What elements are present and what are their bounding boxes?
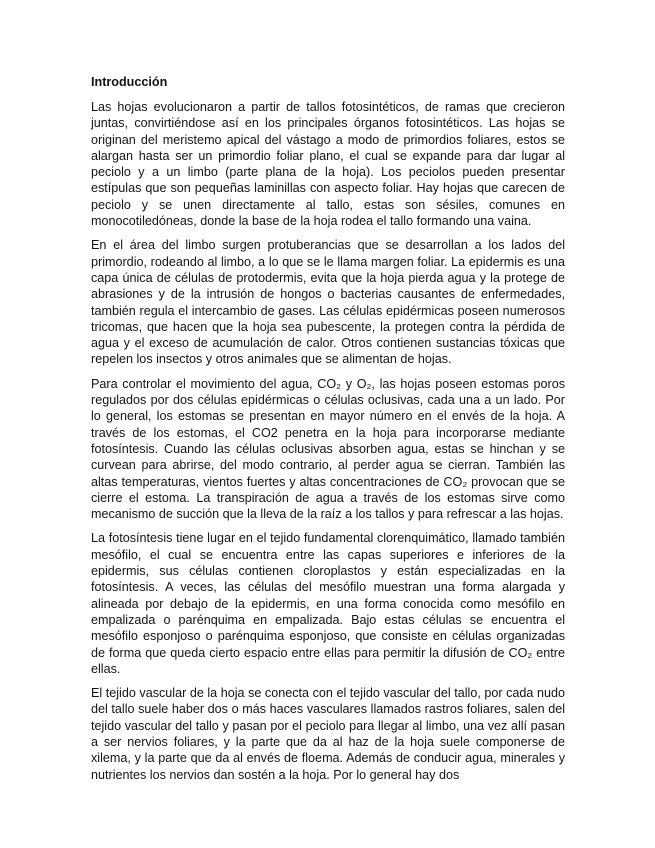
paragraph-1: Las hojas evolucionaron a partir de tallos fotosintéticos, de ramas que crecieron juntas, convirtiéndose así en los principales órganos fotosintéticos. Las hojas se originan del meristemo apical del vástago a modo de primordios foliares, estos se alargan hasta ser un primordio foliar plano, el cual se expande para dar lugar al peciolo y a un limbo (parte plana de la hoja). Los peciolos pueden presentar estípulas que son pequeñas laminillas con aspecto foliar. Hay hojas que carecen de peciolo y se unen directamente al tallo, estas son sésiles, comunes en monocotiledóneas, donde la base de la hoja rodea el tallo formando una vaina. — [91, 100, 565, 229]
paragraph-3: Para controlar el movimiento del agua, CO₂ y O₂, las hojas poseen estomas poros regulados por dos células epidérmicas o células oclusivas, cada una a un lado. Por lo general, los estomas se presentan en mayor número en el envés de la hoja. A través de los estomas, el CO2 penetra en la hoja para incorporarse mediante fotosíntesis. Cuando las células oclusivas absorben agua, estas se hinchan y se curvean para abrirse, del modo contrario, al perder agua se cierran. También las altas temperaturas, vientos fuertes y altas concentraciones de CO₂ provocan que se cierre el estoma. La transpiración de agua a través de los estomas sirve como mecanismo de succión que la lleva de la raíz a los tallos y para refrescar a las hojas. — [91, 376, 565, 522]
paragraph-4: La fotosíntesis tiene lugar en el tejido fundamental clorenquimático, llamado también mesófilo, el cual se encuentra entre las capas superiores e inferiores de la epidermis, sus células contienen cloroplastos y están especializadas en la fotosíntesis. A veces, las células del mesófilo muestran una forma alargada y alineada por debajo de la epidermis, en una forma conocida como mesófilo en empalizada o parénquima en empalizada. Bajo estas células se encuentra el mesófilo esponjoso o parénquima esponjoso, que consiste en células organizadas de forma que queda cierto espacio entre ellas para permitir la difusión de CO₂ entre ellas. — [91, 531, 565, 676]
paragraph-2: En el área del limbo surgen protuberancias que se desarrollan a los lados del primordio, rodeando al limbo, a lo que se le llama margen foliar. La epidermis es una capa única de células de protodermis, evita que la hoja pierda agua y la protege de abrasiones y de la intrusión de hongos o bacterias causantes de enfermedades, también regula el intercambio de gases. Las células epidérmicas poseen numerosos tricomas, que hacen que la hoja sea pubescente, la protegen contra la pérdida de agua y el exceso de acumulación de calor. Otros contienen sustancias tóxicas que repelen los insectos y otros animales que se alimentan de hojas. — [91, 238, 565, 367]
paragraph-5: El tejido vascular de la hoja se conecta con el tejido vascular del tallo, por cada nudo del tallo suele haber dos o más haces vasculares llamados rastros foliares, salen del tejido vascular del tallo y pasan por el peciolo para llegar al limbo, una vez allí pasan a ser nervios foliares, y la parte que da al haz de la hoja suele componerse de xilema, y la parte que da al envés de floema. Además de conducir agua, minerales y nutrientes los nervios dan sostén a la hoja. Por lo general hay dos — [91, 686, 565, 782]
document-body — [91, 74, 565, 791]
section-heading: Introducción — [91, 75, 168, 89]
